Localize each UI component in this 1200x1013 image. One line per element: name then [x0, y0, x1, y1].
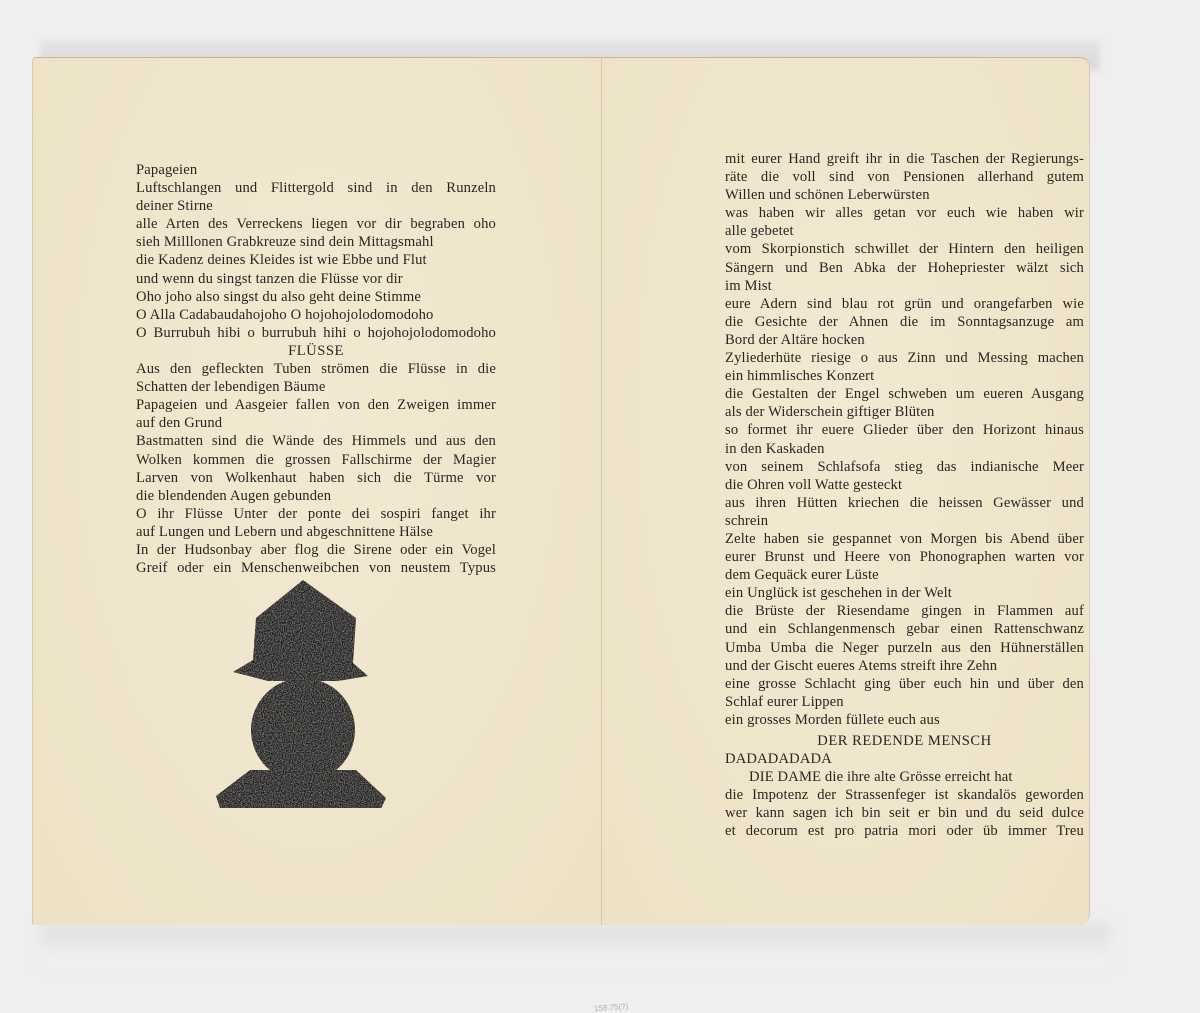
- text-line: sieh Milllonen Grabkreuze sind dein Mittagsmahl: [136, 234, 434, 251]
- text-line: Oho joho also singst du also geht deine Stimme: [136, 288, 421, 305]
- pencil-catalog-annotation: 158.75(?): [593, 1001, 629, 1013]
- text-line: die Ohren voll Watte gesteckt: [725, 476, 903, 493]
- text-line: aus ihren Hütten kriechen die heissen Gewässer und: [725, 494, 1084, 511]
- text-line: Papageien: [136, 162, 198, 178]
- text-line: DADADADADA: [725, 751, 832, 768]
- left-page: [32, 57, 629, 1013]
- text-line: als der Widerschein giftiger Blüten: [725, 404, 935, 421]
- text-line: Umba Umba die Neger purzeln aus den Hühnerställen: [725, 639, 1084, 656]
- text-line: dem Gequäck eurer Lüste: [725, 567, 879, 584]
- text-line: Sängern und Ben Abka der Hohepriester wälzt sich: [725, 259, 1084, 276]
- text-line: die Gestalten der Engel schweben um eueren Ausgang: [725, 386, 1084, 403]
- text-line: und der Gischt eueres Atems streift ihre Zehn: [725, 657, 998, 674]
- text-line: O Burrubuh hibi o burrubuh hihi o hojohojolodomodoho: [136, 324, 496, 341]
- text-line: eine grosse Schlacht ging über euch hin und über den: [725, 675, 1084, 692]
- text-line: alle Arten des Verreckens liegen vor dir begraben oho: [136, 216, 496, 233]
- text-line: DIE DAME die ihre alte Grösse erreicht hat: [749, 769, 1013, 786]
- text-line: so formet ihr euere Glieder über den Horizont hinaus: [725, 422, 1084, 439]
- text-line: vom Skorpionstich schwillet der Hintern den heiligen: [725, 241, 1084, 258]
- right-page: [602, 57, 1090, 925]
- text-line: im Mist: [725, 277, 772, 294]
- left-page-text: [136, 161, 496, 577]
- text-line: was haben wir alles getan vor euch wie haben wir: [725, 205, 1084, 222]
- text-line: Schatten der lebendigen Bäume: [136, 379, 326, 396]
- woodcut-figure-illustration: [208, 578, 408, 808]
- text-line: von seinem Schlafsofa stieg das indianische Meer: [725, 458, 1084, 475]
- text-line: alle gebetet: [725, 223, 794, 240]
- text-line: räte die voll sind von Pensionen allerhand gutem: [725, 169, 1084, 186]
- text-line: die Kadenz deines Kleides ist wie Ebbe und Flut: [136, 252, 427, 269]
- right-page-text: [725, 150, 1084, 841]
- text-line: in den Kaskaden: [725, 440, 825, 457]
- text-line: Zelte haben sie gespannet von Morgen bis Abend über: [725, 530, 1084, 547]
- text-line: Bord der Altäre hocken: [725, 331, 865, 348]
- text-line: und ein Schlangenmensch gebar einen Rattenschwanz: [725, 621, 1084, 638]
- text-line: die Gesichte der Ahnen die im Sonntagsanzuge am: [725, 313, 1084, 330]
- text-line: wer kann sagen ich bin seit er bin und du seid dulce: [725, 805, 1084, 822]
- text-line: mit eurer Hand greift ihr in die Taschen der Regierungs-: [725, 151, 1084, 167]
- text-line: Zyliederhüte riesige o aus Zinn und Messing machen: [725, 350, 1084, 367]
- text-line: et decorum est pro patria mori oder üb immer Treu: [725, 823, 1084, 840]
- text-line: und wenn du singst tanzen die Flüsse vor dir: [136, 270, 403, 287]
- text-line: schrein: [725, 512, 769, 529]
- text-line: eurer Brunst und Heere von Phonographen warten vor: [725, 549, 1084, 566]
- page-shadow-bottom: [40, 925, 1110, 965]
- text-line: eure Adern sind blau rot grün und orangefarben wie: [725, 295, 1084, 312]
- text-line: Luftschlangen und Flittergold sind in den Runzeln: [136, 180, 496, 197]
- text-line: Larven von Wolkenhaut haben sich die Türme vor: [136, 469, 496, 486]
- text-line: Bastmatten sind die Wände des Himmels und aus den: [136, 433, 496, 450]
- text-line: deiner Stirne: [136, 198, 213, 215]
- text-line: auf den Grund: [136, 415, 223, 432]
- text-line: Greif oder ein Menschenweibchen von neustem Typus: [136, 560, 496, 577]
- text-line: Schlaf eurer Lippen: [725, 693, 844, 710]
- section-heading: FLÜSSE: [288, 342, 344, 359]
- section-heading: DER REDENDE MENSCH: [817, 733, 992, 749]
- text-line: O Alla Cadabaudahojoho O hojohojolodomodoho: [136, 306, 434, 323]
- text-line: O ihr Flüsse Unter der ponte dei sospiri fanget ihr: [136, 505, 496, 522]
- text-line: ein Unglück ist geschehen in der Welt: [725, 585, 953, 602]
- text-line: die Impotenz der Strassenfeger ist skandalös geworden: [725, 787, 1084, 804]
- text-line: auf Lungen und Lebern und abgeschnittene Hälse: [136, 523, 434, 540]
- text-line: ein himmlisches Konzert: [725, 368, 875, 385]
- text-line: die Brüste der Riesendame gingen in Flammen auf: [725, 603, 1084, 620]
- text-line: Papageien und Aasgeier fallen von den Zweigen immer: [136, 397, 496, 414]
- text-line: die blendenden Augen gebunden: [136, 487, 332, 504]
- text-line: Aus den gefleckten Tuben strömen die Flüsse in die: [136, 361, 496, 378]
- text-line: Wolken kommen die grossen Fallschirme der Magier: [136, 451, 496, 468]
- text-line: ein grosses Morden füllete euch aus: [725, 711, 940, 728]
- text-line: Willen und schönen Leberwürsten: [725, 187, 930, 204]
- text-line: In der Hudsonbay aber flog die Sirene oder ein Vogel: [136, 541, 496, 558]
